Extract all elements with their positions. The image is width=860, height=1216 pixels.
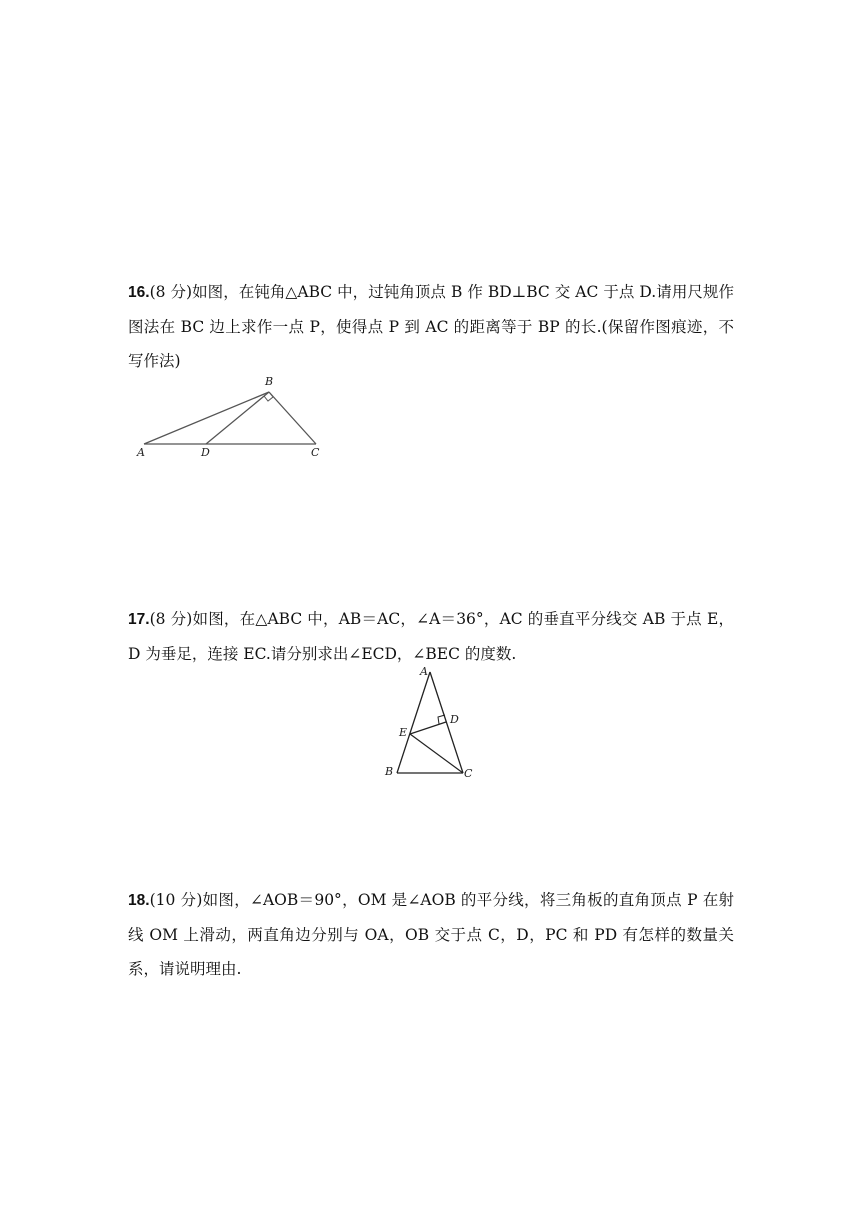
segment-AB [144,392,269,444]
label-A: A [420,665,428,678]
label-C: C [464,767,473,780]
problem-16-body: (8 分)如图，在钝角△ABC 中，过钝角顶点 B 作 BD⊥BC 交 AC 于点 D.请用尺规作图法在 BC 边上求作一点 P，使得点 P 到 AC 的距离等于 BP 的长.(保留作图痕迹，不写作法) [128,283,734,370]
segment-AB [397,672,430,773]
problem-17-text [128,602,734,671]
figure-17 [380,664,490,786]
label-A: A [137,446,145,459]
problem-18-text [128,883,734,986]
problem-18-body: (10 分)如图，∠AOB＝90°，OM 是∠AOB 的平分线，将三角板的直角顶点 P 在射线 OM 上滑动，两直角边分别与 OA，OB 交于点 C，D，PC 和 PD 有怎样的数量关系，请说明理由. [128,891,734,978]
problem-16-number: 16. [128,284,150,301]
label-C: C [311,446,320,459]
problem-16-text [128,275,734,378]
problem-17 [128,602,734,671]
problem-18 [128,883,734,986]
problem-16 [128,275,734,378]
problem-18-number: 18. [128,892,150,909]
segment-BD [206,392,269,444]
label-D: D [201,446,210,459]
problem-17-number: 17. [128,611,150,628]
segment-EC [410,734,463,773]
problem-17-body: (8 分)如图，在△ABC 中，AB＝AC，∠A＝36°，AC 的垂直平分线交 AB 于点 E，D 为垂足，连接 EC.请分别求出∠ECD，∠BEC 的度数. [128,610,734,663]
label-D: D [450,713,459,726]
segment-ED [410,722,446,734]
label-B: B [385,765,394,778]
figure-16 [130,372,340,462]
segment-BC [269,392,316,444]
label-E: E [399,726,408,739]
label-B: B [265,375,274,388]
